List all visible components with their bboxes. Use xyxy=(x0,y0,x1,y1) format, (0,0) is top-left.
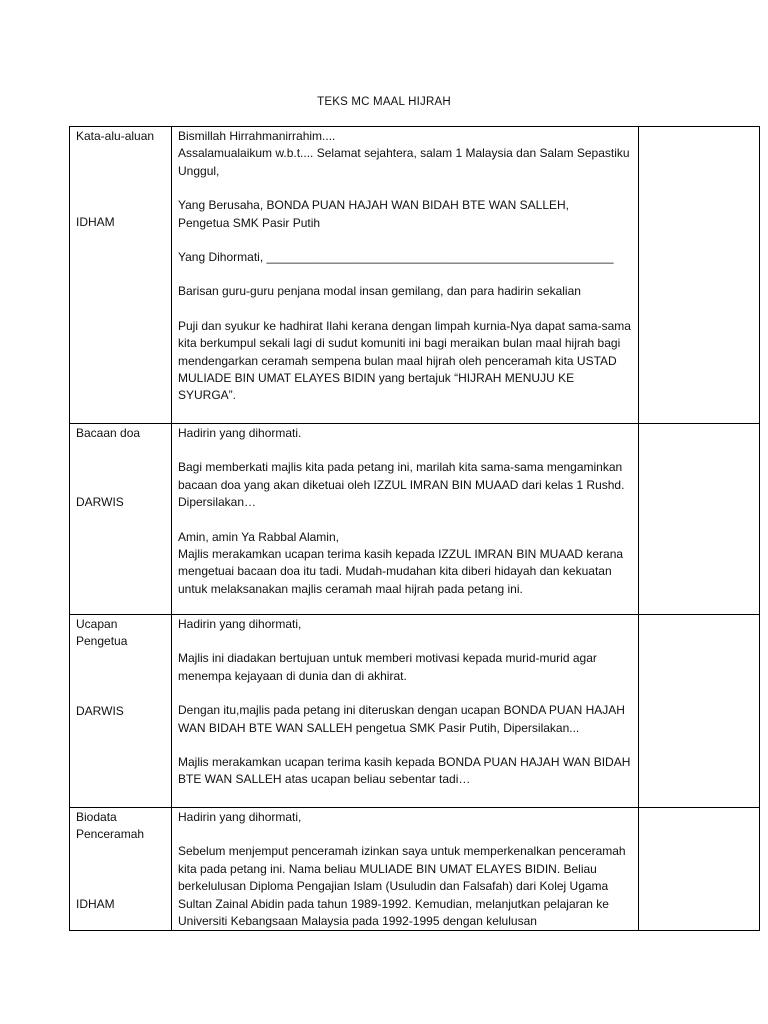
content-cell xyxy=(172,615,639,808)
paragraph: Bagi memberkati majlis kita pada petang ini, marilah kita sama-sama mengaminkan bacaan doa yang akan diketuai oleh IZZUL IMRAN BIN MUAAD dari kelas 1 Rushd. Dipersilakan… xyxy=(178,460,625,510)
paragraph: Puji dan syukur ke hadhirat Ilahi kerana dengan limpah kurnia-Nya dapat sama-sama kita berkumpul sekali lagi di sudut komuniti ini bagi meraikan bulan maal hijrah bagi mendengarkan ceramah sempena bulan maal hijrah oleh penceramah kita USTAD MULIADE BIN UMAT ELAYES BIDIN yang bertajuk “HIJRAH MENUJU KE SYURGA”. xyxy=(178,318,631,403)
paragraph: Majlis merakamkan ucapan terima kasih kepada BONDA PUAN HAJAH WAN BIDAH BTE WAN SALLEH atas ucapan beliau sebentar tadi… xyxy=(178,755,631,787)
notes-cell xyxy=(639,127,760,424)
paragraph: Hadirin yang dihormati, xyxy=(178,617,302,631)
section-label: Biodata Penceramah xyxy=(76,810,145,842)
paragraph: Bismillah Hirrahmanirrahim.... xyxy=(178,129,336,143)
section-label: Bacaan doa xyxy=(76,426,141,440)
paragraph: Hadirin yang dihormati. xyxy=(178,426,302,440)
paragraph: Yang Dihormati, ____________________________________________________ xyxy=(178,250,614,265)
section-cell xyxy=(70,127,172,424)
paragraph: Yang Berusaha, BONDA PUAN HAJAH WAN BIDAH BTE WAN SALLEH, xyxy=(178,198,570,213)
speaker-name: DARWIS xyxy=(76,495,124,510)
section-cell xyxy=(70,615,172,808)
content-cell xyxy=(172,127,639,424)
table-row xyxy=(70,808,760,931)
paragraph: Majlis merakamkan ucapan terima kasih kepada IZZUL IMRAN BIN MUAAD kerana mengetuai bacaan doa itu tadi. Mudah-mudahan kita diberi hidayah dan kekuatan untuk melaksanakan majlis ceramah maal hijrah pada petang ini. xyxy=(178,547,624,596)
notes-cell xyxy=(639,424,760,615)
notes-cell xyxy=(639,808,760,931)
mc-script-table xyxy=(69,126,760,931)
table-row xyxy=(70,615,760,808)
paragraph: Barisan guru-guru penjana modal insan gemilang, dan para hadirin sekalian xyxy=(178,284,581,299)
section-cell xyxy=(70,808,172,931)
speaker-name: IDHAM xyxy=(76,896,115,911)
speaker-name: IDHAM xyxy=(76,215,115,230)
paragraph: Pengetua SMK Pasir Putih xyxy=(178,215,321,230)
table-row xyxy=(70,127,760,424)
section-cell xyxy=(70,424,172,615)
notes-cell xyxy=(639,615,760,808)
paragraph: Dengan itu,majlis pada petang ini diteruskan dengan ucapan BONDA PUAN HAJAH WAN BIDAH BTE WAN SALLEH pengetua SMK Pasir Putih, Dipersilakan... xyxy=(178,703,625,735)
page-title: TEKS MC MAAL HIJRAH xyxy=(317,96,451,108)
speaker-name: DARWIS xyxy=(76,703,124,718)
paragraph: Amin, amin Ya Rabbal Alamin, xyxy=(178,529,339,544)
paragraph: Hadirin yang dihormati, xyxy=(178,810,302,824)
content-cell xyxy=(172,424,639,615)
section-label: Ucapan Pengetua xyxy=(76,617,128,649)
paragraph: Assalamualaikum w.b.t.... Selamat sejahtera, salam 1 Malaysia dan Salam Sepastiku Unggul, xyxy=(178,146,630,178)
section-label: Kata-alu-aluan xyxy=(76,129,155,143)
paragraph: Majlis ini diadakan bertujuan untuk memberi motivasi kepada murid-murid agar menempa kejayaan di dunia dan di akhirat. xyxy=(178,651,597,683)
table-row xyxy=(70,424,760,615)
paragraph: Sebelum menjemput penceramah izinkan saya untuk memperkenalkan penceramah kita pada petang ini. Nama beliau MULIADE BIN UMAT ELAYES BIDIN. Beliau berkelulusan Diploma Pengajian Islam (Usuludin dan Falsafah) dari Kolej Ugama Sultan Zainal Abidin pada tahun 1989-1992. Kemudian, melanjutkan pelajaran ke Universiti Kebangsaan Malaysia pada 1992-1995 dengan kelulusan xyxy=(178,844,626,929)
content-cell xyxy=(172,808,639,931)
